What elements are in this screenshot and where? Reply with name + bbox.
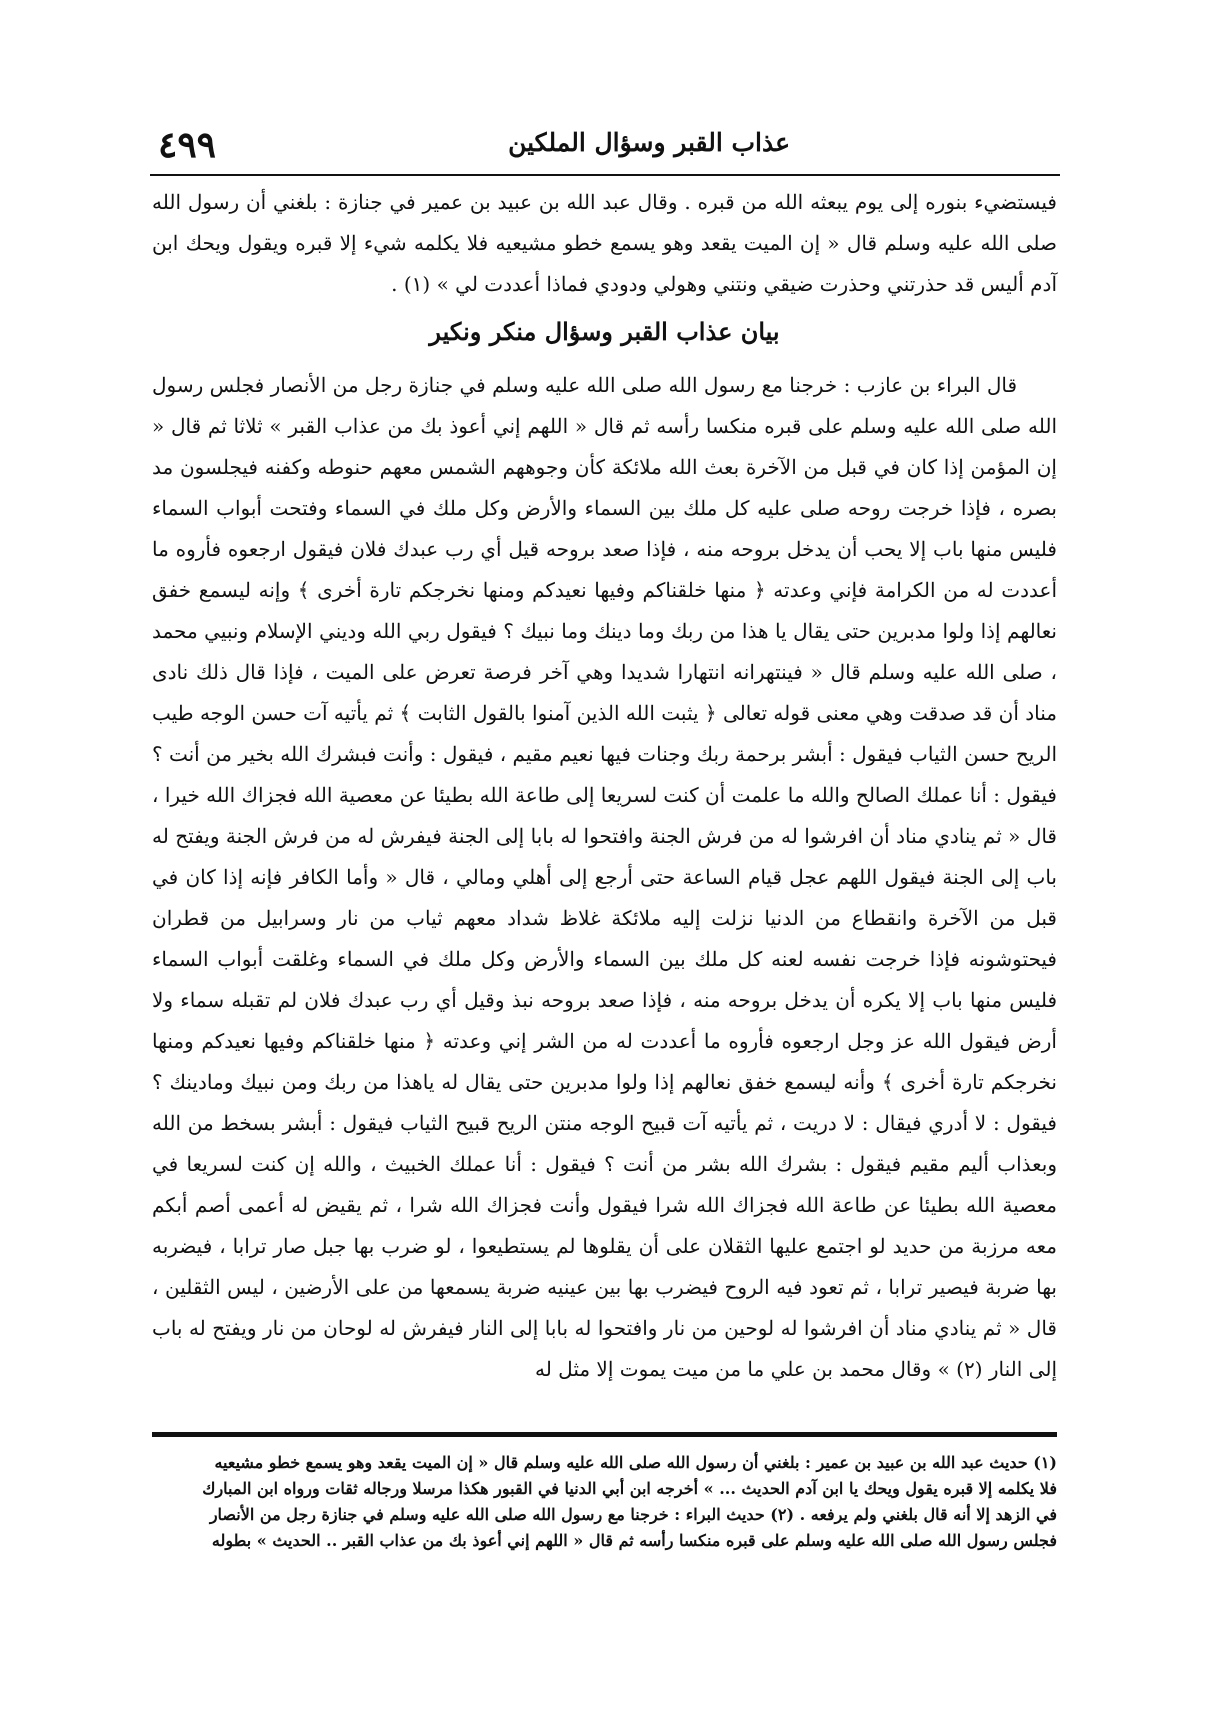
running-title: عذاب القبر وسؤال الملكين xyxy=(508,128,790,157)
page-number: ٤٩٩ xyxy=(158,124,217,166)
footnote-line: فجلس رسول الله صلى الله عليه وسلم على قبره منكسا رأسه ثم قال « اللهم إني أعوذ بك من عذاب القبر .. الحديث » بطوله xyxy=(211,1531,1057,1550)
footnote-rule xyxy=(152,1432,1057,1437)
intro-paragraph: فيستضيء بنوره إلى يوم يبعثه الله من قبره . وقال عبد الله بن عبيد بن عمير في جنازة : بلغني أن رسول الله صلى الله عليه وسلم قال « إن الميت يقعد وهو يسمع خطو مشيعيه فلا يكلمه شيء إلا قبره ويقول ويحك ابن آدم أليس قد حذرتني وحذرت ضيقي ونتني وهولي ودودي فماذا أعددت لي » (١) . xyxy=(152,190,1057,296)
body-paragraph: قال البراء بن عازب : خرجنا مع رسول الله صلى الله عليه وسلم في جنازة رجل من الأنصار فجلس رسول الله صلى الله عليه وسلم على قبره منكسا رأسه ثم قال « اللهم إني أعوذ بك من عذاب القبر » ثلاثا ثم قال « إن المؤمن إذا كان في قبل من الآخرة بعث الله ملائكة كأن وجوههم الشمس معهم حنوطه وكفنه فيجلسون مد بصره ، فإذا خرجت روحه صلى عليه كل ملك بين السماء والأرض وكل ملك في السماء وفتحت أبواب السماء فليس منها باب إلا يحب أن يدخل بروحه منه ، فإذا صعد بروحه قيل أي رب عبدك فلان فيقول ارجعوه فأروه ما أعددت له من الكرامة فإني وعدته ﴿ منها خلقناكم وفيها نعيدكم ومنها نخرجكم تارة أخرى ﴾ وإنه ليسمع خفق نعالهم إذا ولوا مدبرين حتى يقال يا هذا من ربك وما دينك وما نبيك ؟ فيقول ربي الله وديني الإسلام ونبيي محمد ، صلى الله عليه وسلم قال « فينتهرانه انتهارا شديدا وهي آخر فرصة تعرض على الميت ، فإذا قال ذلك نادى مناد أن قد صدقت وهي معنى قوله تعالى ﴿ يثبت الله الذين آمنوا بالقول الثابت ﴾ ثم يأتيه آت حسن الوجه طيب الريح حسن الثياب فيقول : أبشر برحمة ربك وجنات فيها نعيم مقيم ، فيقول : وأنت فبشرك الله بخير من أنت ؟ فيقول : أنا عملك الصالح والله ما علمت أن كنت لسريعا إلى طاعة الله بطيئا عن معصية الله فجزاك الله خيرا ، قال « ثم ينادي مناد أن افرشوا له من فرش الجنة وافتحوا له بابا إلى الجنة فيفرش له من فرش الجنة ويفتح له باب إلى الجنة فيقول اللهم عجل قيام الساعة حتى أرجع إلى أهلي ومالي ، قال « وأما الكافر فإنه إذا كان في قبل من الآخرة وانقطاع من الدنيا نزلت إليه ملائكة غلاظ شداد معهم ثياب من نار وسرابيل من قطران فيحتوشونه فإذا خرجت نفسه لعنه كل ملك بين السماء والأرض وكل ملك في السماء وغلقت أبواب السماء فليس منها باب إلا يكره أن يدخل بروحه منه ، فإذا صعد بروحه نبذ وقيل أي رب عبدك فلان لم تقبله سماء ولا أرض فيقول الله عز وجل ارجعوه فأروه ما أعددت له من الشر إني وعدته ﴿ منها خلقناكم وفيها نعيدكم ومنها نخرجكم تارة أخرى ﴾ وأنه ليسمع خفق نعالهم إذا ولوا مدبرين حتى يقال له ياهذا من ربك ومن نبيك ومادينك ؟ فيقول : لا أدري فيقال : لا دريت ، ثم يأتيه آت قبيح الوجه منتن الريح قبيح الثياب فيقول : أبشر بسخط من الله وبعذاب أليم مقيم فيقول : بشرك الله بشر من أنت ؟ فيقول : أنا عملك الخبيث ، والله إن كنت لسريعا في معصية الله بطيئا عن طاعة الله فجزاك الله شرا فيقول وأنت فجزاك الله شرا ، ثم يقيض له أعمى أصم أبكم معه مرزبة من حديد لو اجتمع عليها الثقلان على أن يقلوها لم يستطيعوا ، لو ضرب بها جبل صار ترابا ، فيضربه بها ضربة فيصير ترابا ، ثم تعود فيه الروح فيضرب بها بين عينيه ضربة يسمعها من على الأرضين ، ليس الثقلين ، قال « ثم ينادي مناد أن افرشوا له لوحين من نار وافتحوا له بابا إلى النار فيفرش له لوحان من نار ويفتح له باب إلى النار (٢) » وقال محمد بن علي ما من ميت يموت إلا مثل له xyxy=(151,373,1058,1381)
section-heading: بيان عذاب القبر وسؤال منكر ونكير xyxy=(429,317,780,346)
page-header xyxy=(150,118,1060,170)
footnotes xyxy=(152,1450,1057,1554)
footnote-line: (١) حديث عبد الله بن عبيد بن عمير : بلغني أن رسول الله صلى الله عليه وسلم قال « إن الميت يقعد وهو يسمع خطو مشيعيه xyxy=(214,1453,1057,1472)
footnote-line: في الزهد إلا أنه قال بلغني ولم يرفعه . (٢) حديث البراء : خرجنا مع رسول الله صلى الله عليه وسلم في جنازة رجل من الأنصار xyxy=(209,1505,1057,1524)
footnote-line: فلا يكلمه إلا قبره يقول ويحك يا ابن آدم الحديث ... » أخرجه ابن أبي الدنيا في القبور هكذا مرسلا ورجاله ثقات ورواه ابن المبارك xyxy=(202,1479,1057,1498)
header-rule xyxy=(150,174,1060,176)
